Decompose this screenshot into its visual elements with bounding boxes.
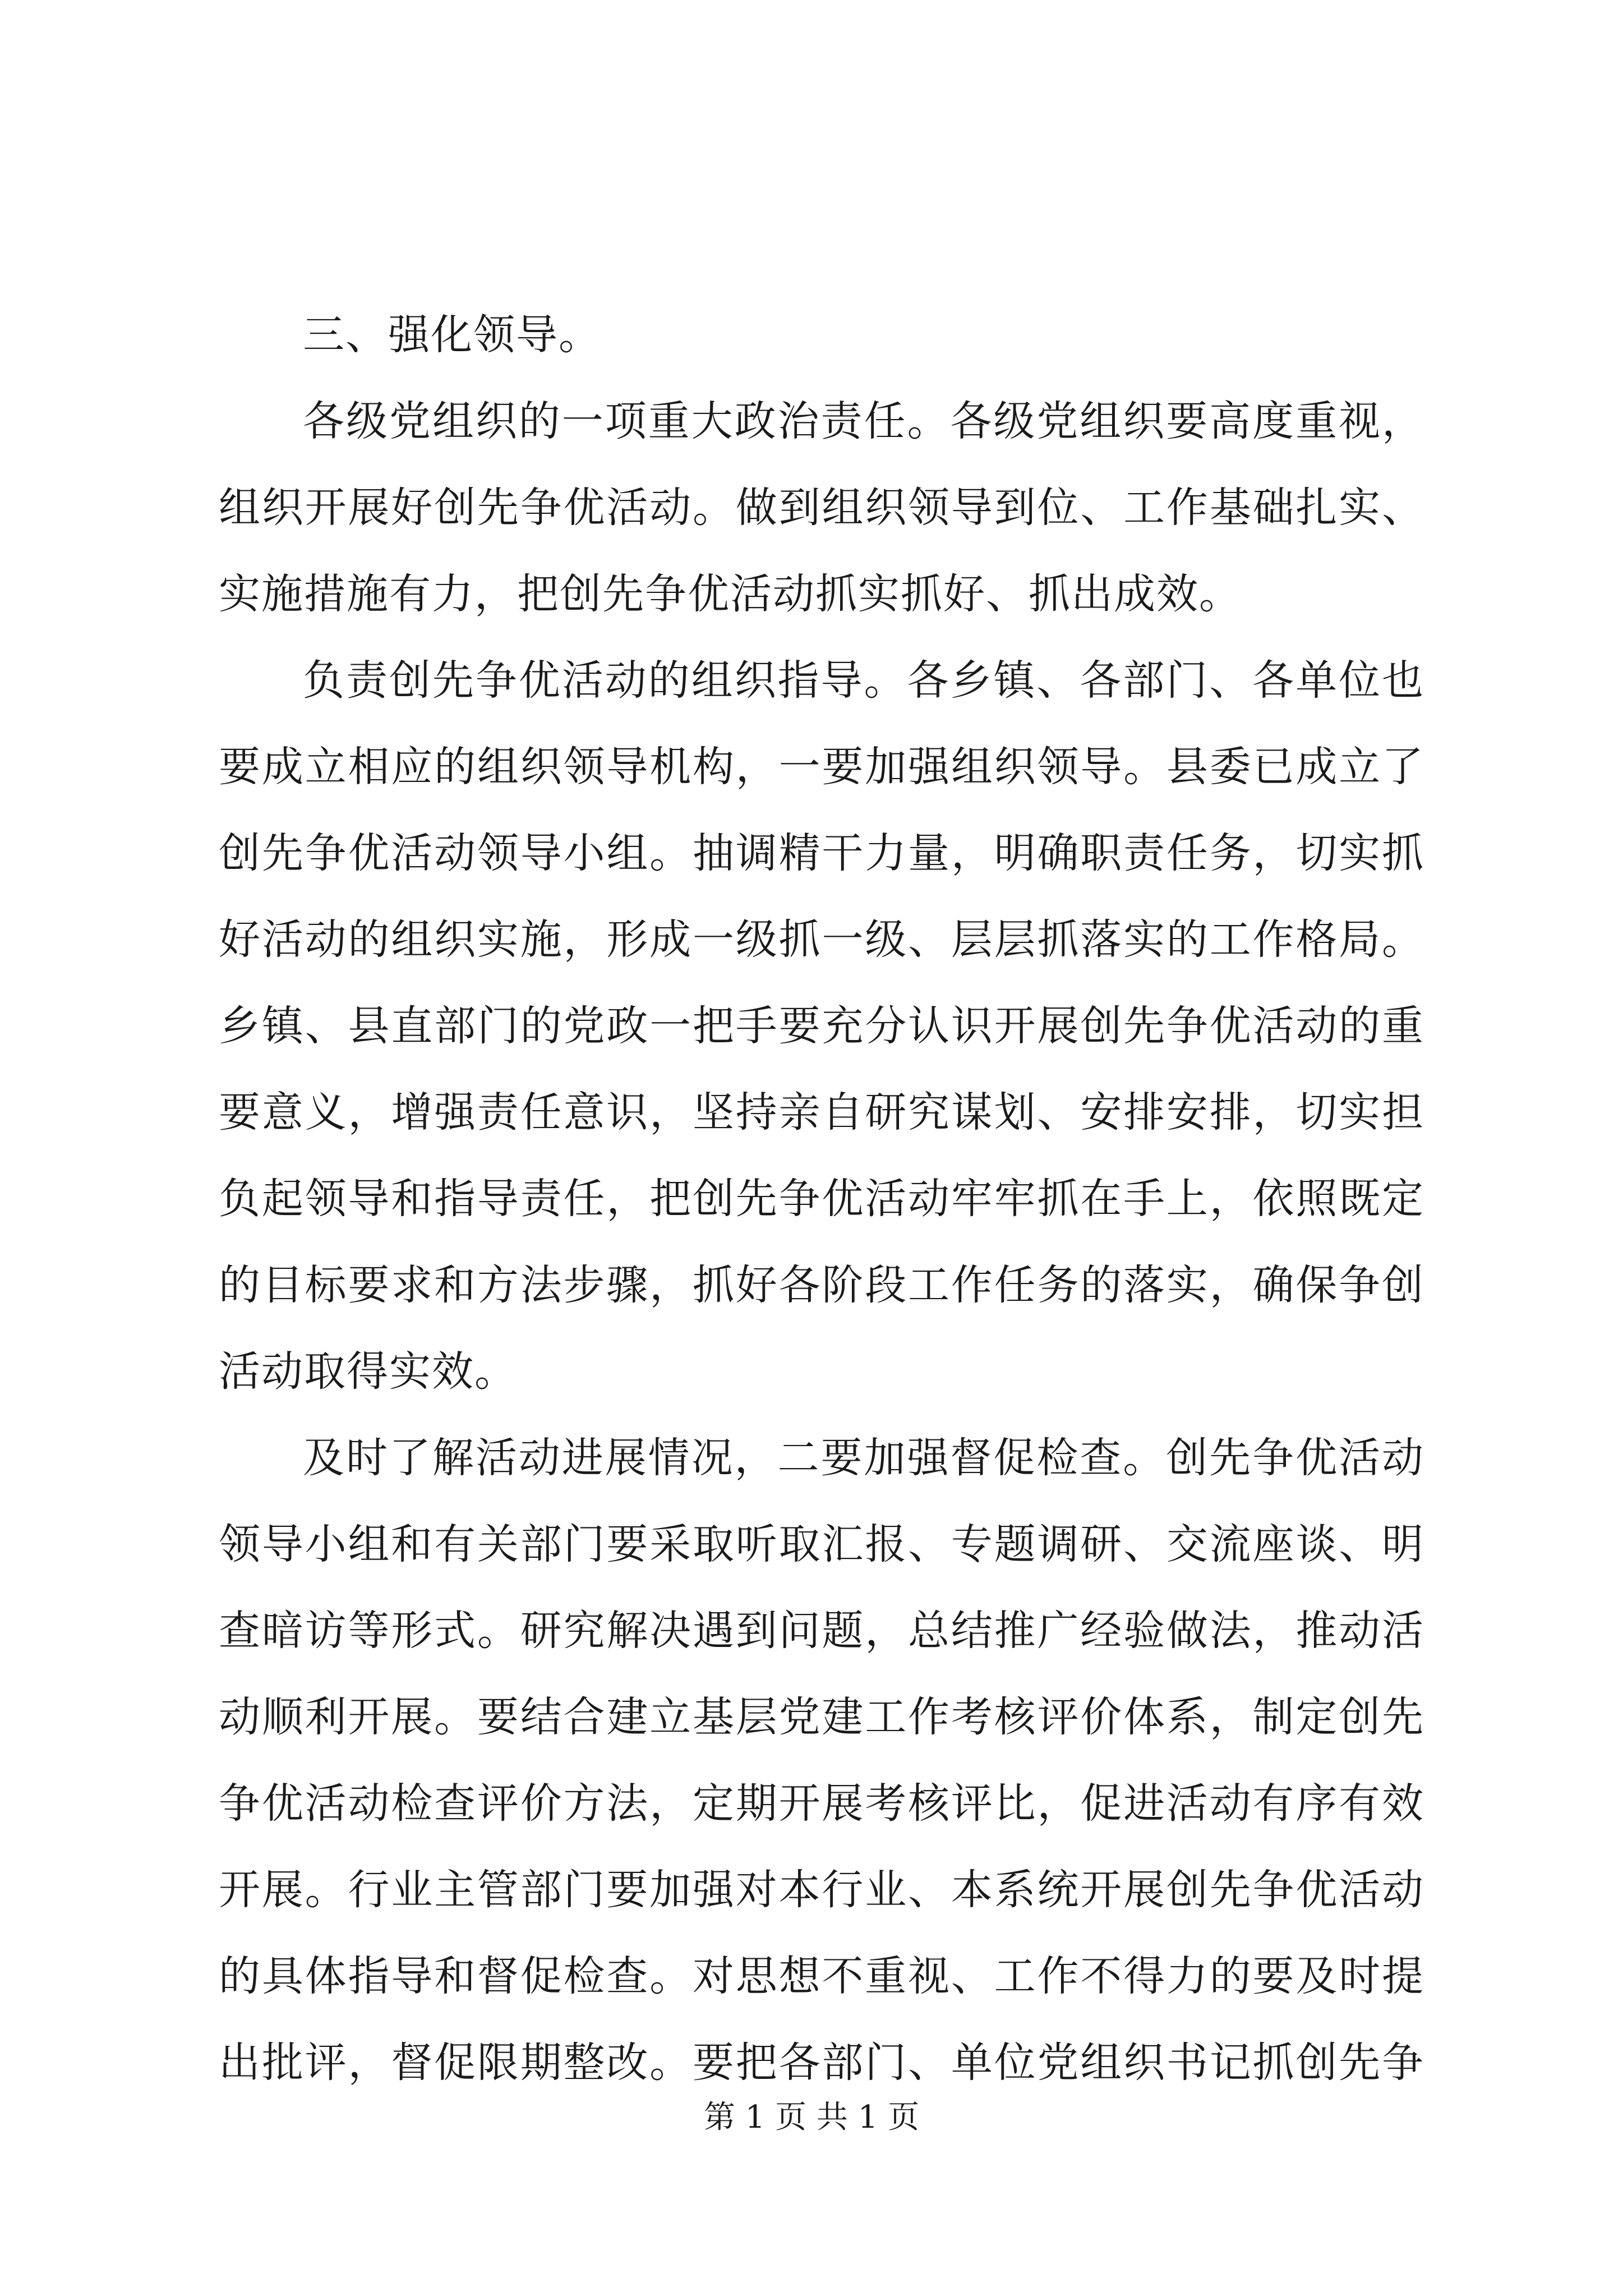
paragraph-2-line-6: 要意义，增强责任意识，坚持亲自研究谋划、安排安排，切实担: [219, 1088, 1424, 1137]
paragraph-2-line-1: 负责创先争优活动的组织指导。各乡镇、各部门、各单位也: [303, 656, 1424, 705]
paragraph-3-line-8: 出批评，督促限期整改。要把各部门、单位党组织书记抓创先争: [219, 2039, 1424, 2087]
paragraph-3-line-7: 的具体指导和督促检查。对思想不重视、工作不得力的要及时提: [219, 1952, 1424, 2000]
paragraph-2-line-9: 活动取得实效。: [219, 1347, 517, 1396]
paragraph-1-line-1: 各级党组织的一项重大政治责任。各级党组织要高度重视，: [303, 397, 1424, 445]
document-body: [219, 292, 1424, 2106]
paragraph-2-line-3: 创先争优活动领导小组。抽调精干力量，明确职责任务，切实抓: [219, 829, 1424, 877]
paragraph-3-line-2: 领导小组和有关部门要采取听取汇报、专题调研、交流座谈、明: [219, 1520, 1424, 1568]
paragraph-3-line-3: 查暗访等形式。研究解决遇到问题，总结推广经验做法，推动活: [219, 1607, 1424, 1655]
paragraph-2-line-8: 的目标要求和方法步骤，抓好各阶段工作任务的落实，确保争创: [219, 1261, 1424, 1309]
paragraph-2-line-5: 乡镇、县直部门的党政一把手要充分认识开展创先争优活动的重: [219, 1002, 1424, 1050]
paragraph-3-line-4: 动顺利开展。要结合建立基层党建工作考核评价体系，制定创先: [219, 1693, 1424, 1741]
paragraph-3-line-5: 争优活动检查评价方法，定期开展考核评比，促进活动有序有效: [219, 1779, 1424, 1828]
section-heading: 三、强化领导。: [303, 311, 601, 359]
paragraph-1-line-2: 组织开展好创先争优活动。做到组织领导到位、工作基础扎实、: [219, 484, 1424, 532]
paragraph-3-line-6: 开展。行业主管部门要加强对本行业、本系统开展创先争优活动: [219, 1866, 1424, 1914]
page-footer: 第 1 页 共 1 页: [703, 2099, 920, 2136]
paragraph-2-line-2: 要成立相应的组织领导机构，一要加强组织领导。县委已成立了: [219, 743, 1424, 791]
paragraph-2-line-4: 好活动的组织实施，形成一级抓一级、层层抓落实的工作格局。: [219, 915, 1424, 964]
paragraph-3-line-1: 及时了解活动进展情况，二要加强督促检查。创先争优活动: [303, 1434, 1424, 1482]
paragraph-1-line-3: 实施措施有力，把创先争优活动抓实抓好、抓出成效。: [219, 570, 1242, 618]
paragraph-2-line-7: 负起领导和指导责任，把创先争优活动牢牢抓在手上，依照既定: [219, 1175, 1424, 1223]
